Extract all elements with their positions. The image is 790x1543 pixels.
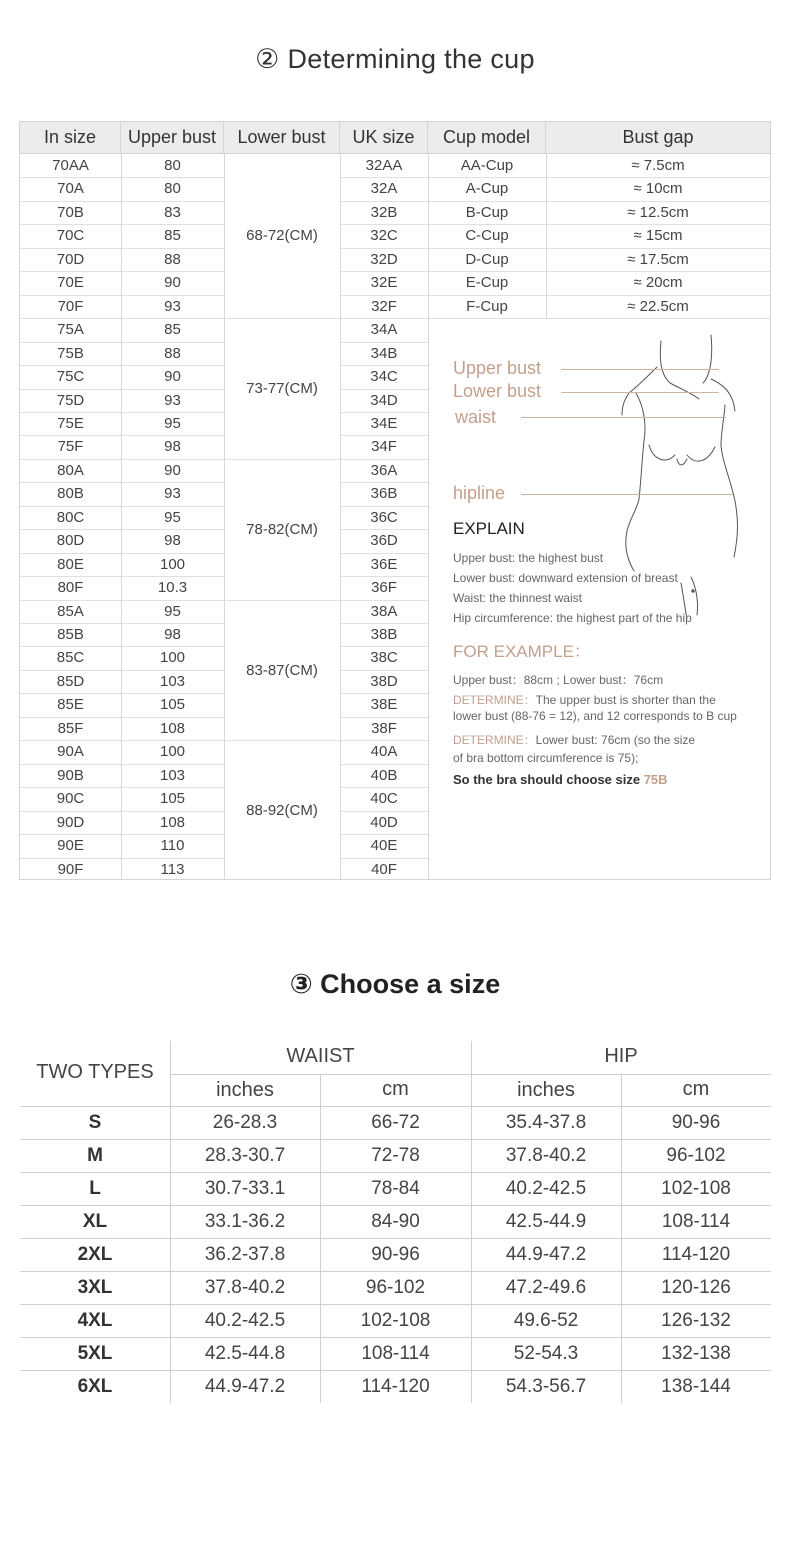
waist-cm-cell: 96-102 xyxy=(365,1277,426,1298)
upper-bust-cell: 95 xyxy=(164,603,181,620)
size-label-cell: 6XL xyxy=(77,1376,113,1397)
header-upper-bust: Upper bust xyxy=(121,122,224,153)
size-chart-table xyxy=(20,1041,771,1403)
uk-size-cell: 38A xyxy=(370,603,398,620)
hip-cm-cell: 108-114 xyxy=(661,1211,731,1232)
uk-size-cell: 38E xyxy=(370,696,398,713)
in-size-cell: 75B xyxy=(57,345,84,362)
in-size-cell: 85C xyxy=(56,649,85,666)
hip-inches-cell: 47.2-49.6 xyxy=(505,1277,587,1298)
upper-bust-cell: 93 xyxy=(164,392,181,409)
for-example-heading: FOR EXAMPLE： xyxy=(453,642,591,661)
diagram-label-lower-bust: Lower bust xyxy=(453,381,542,401)
upper-bust-cell: 10.3 xyxy=(157,579,188,596)
bust-gap-cell: ≈ 17.5cm xyxy=(627,251,689,268)
hip-inches-cell: 52-54.3 xyxy=(513,1343,579,1364)
uk-size-cell: 40A xyxy=(370,743,398,760)
waist-inches-cell: 42.5-44.8 xyxy=(204,1343,286,1364)
size-label-cell: 5XL xyxy=(77,1343,113,1364)
header-uk-size: UK size xyxy=(340,122,428,153)
hip-cm-cell: 120-126 xyxy=(661,1277,731,1298)
conclusion-size: 75B xyxy=(643,772,668,787)
in-size-cell: 90A xyxy=(57,743,84,760)
bra-size-table xyxy=(19,121,771,880)
hip-inches-cell: 44.9-47.2 xyxy=(505,1244,587,1265)
in-size-cell: 75A xyxy=(57,321,84,338)
bust-gap-cell: ≈ 22.5cm xyxy=(627,298,689,315)
uk-size-cell: 40D xyxy=(370,814,398,831)
uk-size-cell: 34E xyxy=(370,415,398,432)
waist-cm-cell: 84-90 xyxy=(371,1211,420,1232)
uk-size-cell: 38D xyxy=(370,673,398,690)
in-size-cell: 90B xyxy=(57,767,84,784)
uk-size-cell: 32C xyxy=(370,227,398,244)
hip-inches-cell: 49.6-52 xyxy=(513,1310,579,1331)
example-line-determine-cup-cont: lower bust (88-76 = 12), and 12 corresponds to B cup xyxy=(453,709,737,723)
waist-inches-cell: 33.1-36.2 xyxy=(204,1211,286,1232)
bust-gap-cell: ≈ 7.5cm xyxy=(631,157,685,174)
uk-size-cell: 38C xyxy=(370,649,398,666)
bust-gap-cell: ≈ 15cm xyxy=(633,227,683,244)
upper-bust-cell: 85 xyxy=(164,321,181,338)
hip-cm-cell: 90-96 xyxy=(671,1112,721,1133)
header-in-size: In size xyxy=(20,122,121,153)
upper-bust-cell: 80 xyxy=(164,180,181,197)
in-size-cell: 90E xyxy=(57,837,84,854)
hip-inches-cell: 40.2-42.5 xyxy=(505,1178,587,1199)
example-conclusion xyxy=(453,772,668,787)
uk-size-cell: 32E xyxy=(370,274,398,291)
in-size-cell: 80D xyxy=(56,532,85,549)
in-size-cell: 70D xyxy=(56,251,85,268)
lower-bust-group-cell: 78-82(CM) xyxy=(246,521,318,538)
in-size-cell: 90D xyxy=(56,814,85,831)
upper-bust-cell: 90 xyxy=(164,368,181,385)
upper-bust-cell: 80 xyxy=(164,157,181,174)
waist-inches-cell: 40.2-42.5 xyxy=(204,1310,286,1331)
hip-inches-cell: 42.5-44.9 xyxy=(505,1211,587,1232)
bust-gap-cell: ≈ 12.5cm xyxy=(627,204,689,221)
cup-model-cell: B-Cup xyxy=(465,204,509,221)
header-hip-inches: inches xyxy=(517,1079,575,1101)
upper-bust-cell: 103 xyxy=(159,673,186,690)
upper-bust-cell: 110 xyxy=(160,837,185,854)
upper-bust-cell: 90 xyxy=(164,462,181,479)
in-size-cell: 75E xyxy=(57,415,84,432)
waist-cm-cell: 66-72 xyxy=(371,1112,420,1133)
example-line-determine-cup xyxy=(453,691,716,708)
hip-cm-cell: 126-132 xyxy=(661,1310,731,1331)
in-size-cell: 70F xyxy=(57,298,84,315)
in-size-cell: 80E xyxy=(57,556,84,573)
uk-size-cell: 40B xyxy=(370,767,398,784)
explain-heading: EXPLAIN xyxy=(453,519,525,538)
waist-line xyxy=(521,417,726,418)
uk-size-cell: 34A xyxy=(370,321,398,338)
cup-model-cell: F-Cup xyxy=(466,298,508,315)
in-size-cell: 70C xyxy=(56,227,85,244)
size-label-cell: L xyxy=(89,1178,101,1199)
in-size-cell: 90F xyxy=(57,861,84,878)
diagram-label-hipline: hipline xyxy=(453,483,506,503)
uk-size-cell: 32B xyxy=(370,204,398,221)
uk-size-cell: 32AA xyxy=(365,157,403,174)
header-cup-model: Cup model xyxy=(428,122,546,153)
explain-line-upper-bust: Upper bust: the highest bust xyxy=(453,551,604,565)
size-label-cell: 3XL xyxy=(77,1277,113,1298)
uk-size-cell: 38B xyxy=(370,626,398,643)
waist-cm-cell: 72-78 xyxy=(371,1145,420,1166)
in-size-cell: 80F xyxy=(57,579,84,596)
hipline-line xyxy=(521,494,733,495)
uk-size-cell: 36E xyxy=(370,556,398,573)
upper-bust-cell: 95 xyxy=(164,509,181,526)
waist-inches-cell: 30.7-33.1 xyxy=(204,1178,286,1199)
uk-size-cell: 36A xyxy=(370,462,398,479)
in-size-cell: 90C xyxy=(56,790,85,807)
bust-gap-cell: ≈ 20cm xyxy=(633,274,683,291)
header-waist: WAIIST xyxy=(286,1045,355,1067)
hip-cm-cell: 102-108 xyxy=(661,1178,731,1199)
uk-size-cell: 36B xyxy=(370,485,398,502)
hip-cm-cell: 114-120 xyxy=(661,1244,731,1265)
lower-bust-line xyxy=(561,392,719,393)
waist-cm-cell: 114-120 xyxy=(361,1376,430,1397)
upper-bust-cell: 100 xyxy=(159,556,186,573)
diagram-label-upper-bust: Upper bust xyxy=(453,358,542,378)
explain-line-waist: Waist: the thinnest waist xyxy=(453,591,582,605)
cup-model-cell: E-Cup xyxy=(465,274,509,291)
determine-band-text: Lower bust: 76cm (so the size xyxy=(535,733,696,747)
upper-bust-cell: 98 xyxy=(164,626,181,643)
upper-bust-cell: 100 xyxy=(159,649,186,666)
upper-bust-cell: 108 xyxy=(159,814,186,831)
in-size-cell: 70A xyxy=(57,180,84,197)
hip-inches-cell: 54.3-56.7 xyxy=(505,1376,587,1397)
waist-inches-cell: 44.9-47.2 xyxy=(204,1376,286,1397)
determine-label-2: DETERMINE： xyxy=(453,733,536,747)
in-size-cell: 80B xyxy=(57,485,84,502)
cup-model-cell: A-Cup xyxy=(465,180,509,197)
header-hip-cm: cm xyxy=(682,1078,710,1100)
lower-bust-group-cell: 73-77(CM) xyxy=(246,380,318,397)
size-label-cell: 4XL xyxy=(77,1310,113,1331)
example-line-determine-band-cont: of bra bottom circumference is 75); xyxy=(453,751,639,765)
uk-size-cell: 34F xyxy=(371,438,397,455)
waist-inches-cell: 37.8-40.2 xyxy=(204,1277,286,1298)
uk-size-cell: 36D xyxy=(370,532,398,549)
upper-bust-cell: 85 xyxy=(164,227,181,244)
upper-bust-cell: 93 xyxy=(164,298,181,315)
waist-cm-cell: 90-96 xyxy=(371,1244,420,1265)
determine-cup-text: The upper bust is shorter than the xyxy=(535,693,716,707)
uk-size-cell: 40E xyxy=(370,837,398,854)
upper-bust-line xyxy=(561,369,719,370)
in-size-cell: 75F xyxy=(57,438,84,455)
waist-inches-cell: 36.2-37.8 xyxy=(204,1244,286,1265)
upper-bust-cell: 90 xyxy=(164,274,181,291)
lower-bust-group-cell: 68-72(CM) xyxy=(246,227,318,244)
upper-bust-cell: 93 xyxy=(164,485,181,502)
upper-bust-cell: 83 xyxy=(164,204,181,221)
waist-inches-cell: 26-28.3 xyxy=(212,1112,278,1133)
uk-size-cell: 34C xyxy=(370,368,398,385)
waist-inches-cell: 28.3-30.7 xyxy=(204,1145,286,1166)
in-size-cell: 80A xyxy=(57,462,84,479)
in-size-cell: 80C xyxy=(56,509,85,526)
header-bust-gap: Bust gap xyxy=(622,127,694,147)
header-hip: HIP xyxy=(604,1045,638,1067)
in-size-cell: 75C xyxy=(56,368,85,385)
upper-bust-cell: 113 xyxy=(160,861,185,878)
header-waist-cm: cm xyxy=(382,1078,409,1100)
upper-bust-cell: 88 xyxy=(164,345,181,362)
header-two-types: TWO TYPES xyxy=(36,1061,154,1083)
size-label-cell: 2XL xyxy=(77,1244,113,1265)
upper-bust-cell: 98 xyxy=(164,438,181,455)
explain-line-lower-bust: Lower bust: downward extension of breast xyxy=(453,571,678,585)
lower-bust-group-cell: 88-92(CM) xyxy=(246,802,318,819)
uk-size-cell: 32F xyxy=(371,298,397,315)
upper-bust-cell: 88 xyxy=(164,251,181,268)
upper-bust-cell: 108 xyxy=(159,720,186,737)
example-line-determine-band xyxy=(453,731,695,748)
hip-cm-cell: 132-138 xyxy=(661,1343,731,1364)
cup-model-cell: AA-Cup xyxy=(460,157,514,174)
hip-cm-cell: 96-102 xyxy=(666,1145,726,1166)
uk-size-cell: 40F xyxy=(371,861,397,878)
in-size-cell: 85F xyxy=(57,720,84,737)
size-label-cell: M xyxy=(87,1145,103,1166)
in-size-cell: 70E xyxy=(57,274,84,291)
waist-cm-cell: 108-114 xyxy=(361,1343,430,1364)
hip-inches-cell: 35.4-37.8 xyxy=(505,1112,587,1133)
hip-inches-cell: 37.8-40.2 xyxy=(505,1145,587,1166)
uk-size-cell: 38F xyxy=(371,720,397,737)
in-size-cell: 85A xyxy=(57,603,84,620)
table-header-row xyxy=(20,122,770,154)
determine-label: DETERMINE： xyxy=(453,693,536,707)
upper-bust-cell: 95 xyxy=(164,415,181,432)
diagram-label-waist: waist xyxy=(455,407,497,427)
waist-cm-cell: 102-108 xyxy=(360,1310,431,1331)
in-size-cell: 85B xyxy=(57,626,84,643)
upper-bust-cell: 103 xyxy=(159,767,186,784)
section-title-size: ③ Choose a size xyxy=(289,969,501,999)
size-label-cell: XL xyxy=(82,1211,108,1232)
upper-bust-cell: 105 xyxy=(159,790,186,807)
explain-line-hip: Hip circumference: the highest part of the hip xyxy=(453,611,692,625)
uk-size-cell: 34D xyxy=(370,392,398,409)
lower-bust-group-cell: 83-87(CM) xyxy=(246,662,318,679)
size-label-cell: S xyxy=(88,1112,102,1133)
in-size-cell: 85D xyxy=(56,673,85,690)
in-size-cell: 70B xyxy=(57,204,84,221)
uk-size-cell: 32A xyxy=(370,180,398,197)
bust-gap-cell: ≈ 10cm xyxy=(633,180,683,197)
hip-cm-cell: 138-144 xyxy=(661,1376,731,1397)
cup-model-cell: C-Cup xyxy=(465,227,509,244)
header-lower-bust: Lower bust xyxy=(224,122,340,153)
upper-bust-cell: 98 xyxy=(164,532,181,549)
uk-size-cell: 34B xyxy=(370,345,398,362)
upper-bust-cell: 100 xyxy=(159,743,186,760)
conclusion-text: So the bra should choose size xyxy=(453,772,644,787)
measurement-illustration-panel xyxy=(429,319,770,879)
waist-cm-cell: 78-84 xyxy=(371,1178,420,1199)
cup-model-cell: D-Cup xyxy=(465,251,509,268)
uk-size-cell: 32D xyxy=(370,251,398,268)
example-line-measurements: Upper bust：88cm ; Lower bust：76cm xyxy=(453,673,664,687)
in-size-cell: 75D xyxy=(56,392,85,409)
header-waist-inches: inches xyxy=(216,1079,274,1101)
in-size-cell: 85E xyxy=(57,696,84,713)
section-title-cup: ② Determining the cup xyxy=(255,44,535,74)
uk-size-cell: 36F xyxy=(371,579,397,596)
in-size-cell: 70AA xyxy=(52,157,89,174)
uk-size-cell: 36C xyxy=(370,509,398,526)
upper-bust-cell: 105 xyxy=(159,696,186,713)
uk-size-cell: 40C xyxy=(370,790,398,807)
